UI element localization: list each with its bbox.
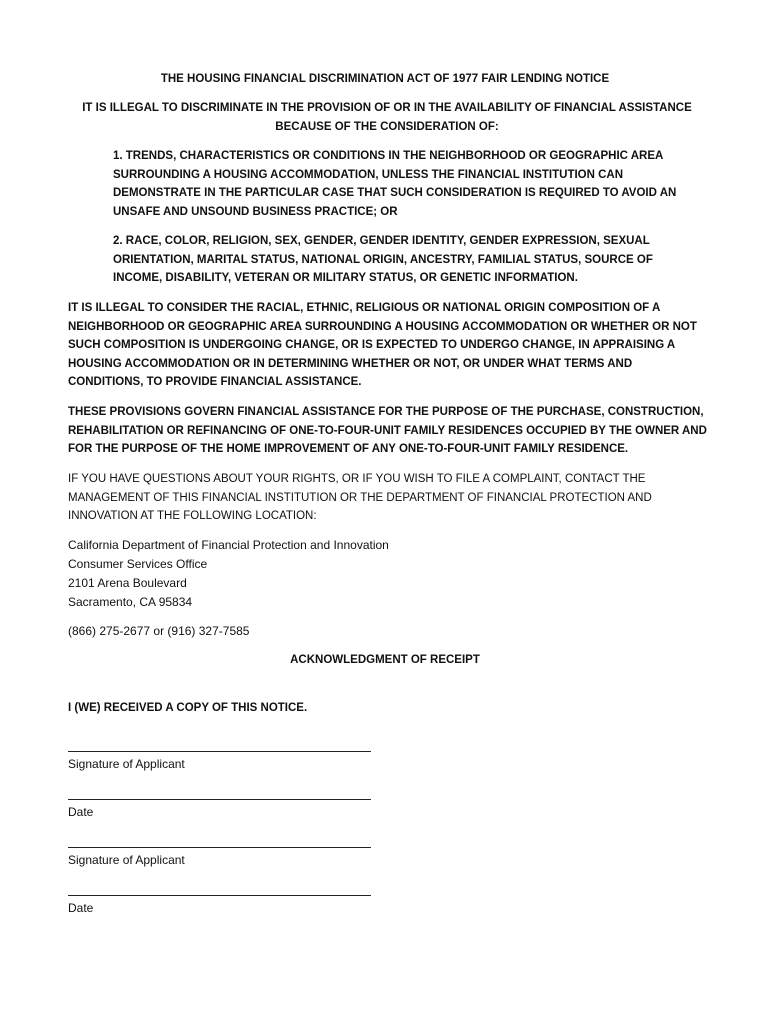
signature-block-applicant-1 [68,737,378,772]
signature-label-1: Signature of Applicant [68,757,185,771]
address-line-city: Sacramento, CA 95834 [68,595,193,609]
date-block-1 [68,785,378,820]
signature-label-2: Signature of Applicant [68,853,185,867]
contact-paragraph: IF YOU HAVE QUESTIONS ABOUT YOUR RIGHTS, OR IF YOU WISH TO FILE A COMPLAINT, CONTACT THE MANAGEMENT OF THIS FINANCIAL INSTITUTION OR THE DEPARTMENT OF FINANCIAL PROTECTION AND INNOVATION AT THE FOLLOWING LOCATION: [68,473,652,523]
date-label-1: Date [68,805,94,819]
acknowledgment-title: ACKNOWLEDGMENT OF RECEIPT [290,654,480,666]
document-title: THE HOUSING FINANCIAL DISCRIMINATION ACT OF 1977 FAIR LENDING NOTICE [160,73,610,85]
signature-block-applicant-2 [68,833,378,868]
consideration-item-2: 2. RACE, COLOR, RELIGION, SEX, GENDER, GENDER IDENTITY, GENDER EXPRESSION, SEXUAL ORIENTATION, MARITAL STATUS, NATIONAL ORIGIN, ANCESTRY, FAMILIAL STATUS, SOURCE OF INCOME, DISABILITY, VETERAN OR MILITARY STATUS, OR GENETIC INFORMATION. [113,235,653,285]
applicant-signature-line-1[interactable] [68,737,371,752]
consideration-item-1: 1. TRENDS, CHARACTERISTICS OR CONDITIONS IN THE NEIGHBORHOOD OR GEOGRAPHIC AREA SURROUNDING A HOUSING ACCOMMODATION, UNLESS THE FINANCIAL INSTITUTION CAN DEMONSTRATE IN THE PARTICULAR CASE THAT SUCH CONSIDERATION IS REQUIRED TO AVOID AN UNSAFE AND UNSOUND BUSINESS PRACTICE; OR [113,150,677,218]
phone-numbers: (866) 275-2677 or (916) 327-7585 [68,624,250,638]
receipt-statement: I (WE) RECEIVED A COPY OF THIS NOTICE. [68,702,308,714]
provisions-paragraph: THESE PROVISIONS GOVERN FINANCIAL ASSISTANCE FOR THE PURPOSE OF THE PURCHASE, CONSTRUCTION, REHABILITATION OR REFINANCING OF ONE-TO-FOUR-UNIT FAMILY RESIDENCES OCCUPIED BY THE OWNER AND FOR THE PURPOSE OF THE HOME IMPROVEMENT OF ANY ONE-TO-FOUR-UNIT FAMILY RESIDENCE. [68,406,707,456]
date-line-1[interactable] [68,785,371,800]
date-line-2[interactable] [68,881,371,896]
date-block-2 [68,881,378,916]
date-label-2: Date [68,901,94,915]
composition-paragraph: IT IS ILLEGAL TO CONSIDER THE RACIAL, ETHNIC, RELIGIOUS OR NATIONAL ORIGIN COMPOSITION OF A NEIGHBORHOOD OR GEOGRAPHIC AREA SURROUNDING A HOUSING ACCOMMODATION OR WHETHER OR NOT SUCH COMPOSITION IS UNDERGOING CHANGE, OR IS EXPECTED TO UNDERGO CHANGE, IN APPRAISING A HOUSING ACCOMMODATION OR IN DETERMINING WHETHER OR NOT, OR UNDER WHAT TERMS AND CONDITIONS, TO PROVIDE FINANCIAL ASSISTANCE. [68,302,697,389]
address-line-street: 2101 Arena Boulevard [68,576,187,590]
applicant-signature-line-2[interactable] [68,833,371,848]
address-line-agency: California Department of Financial Protection and Innovation [68,538,389,552]
address-line-office: Consumer Services Office [68,557,208,571]
agency-address [68,536,568,612]
intro-statement: IT IS ILLEGAL TO DISCRIMINATE IN THE PROVISION OF OR IN THE AVAILABILITY OF FINANCIAL ASSISTANCE BECAUSE OF THE CONSIDERATION OF: [82,102,692,133]
